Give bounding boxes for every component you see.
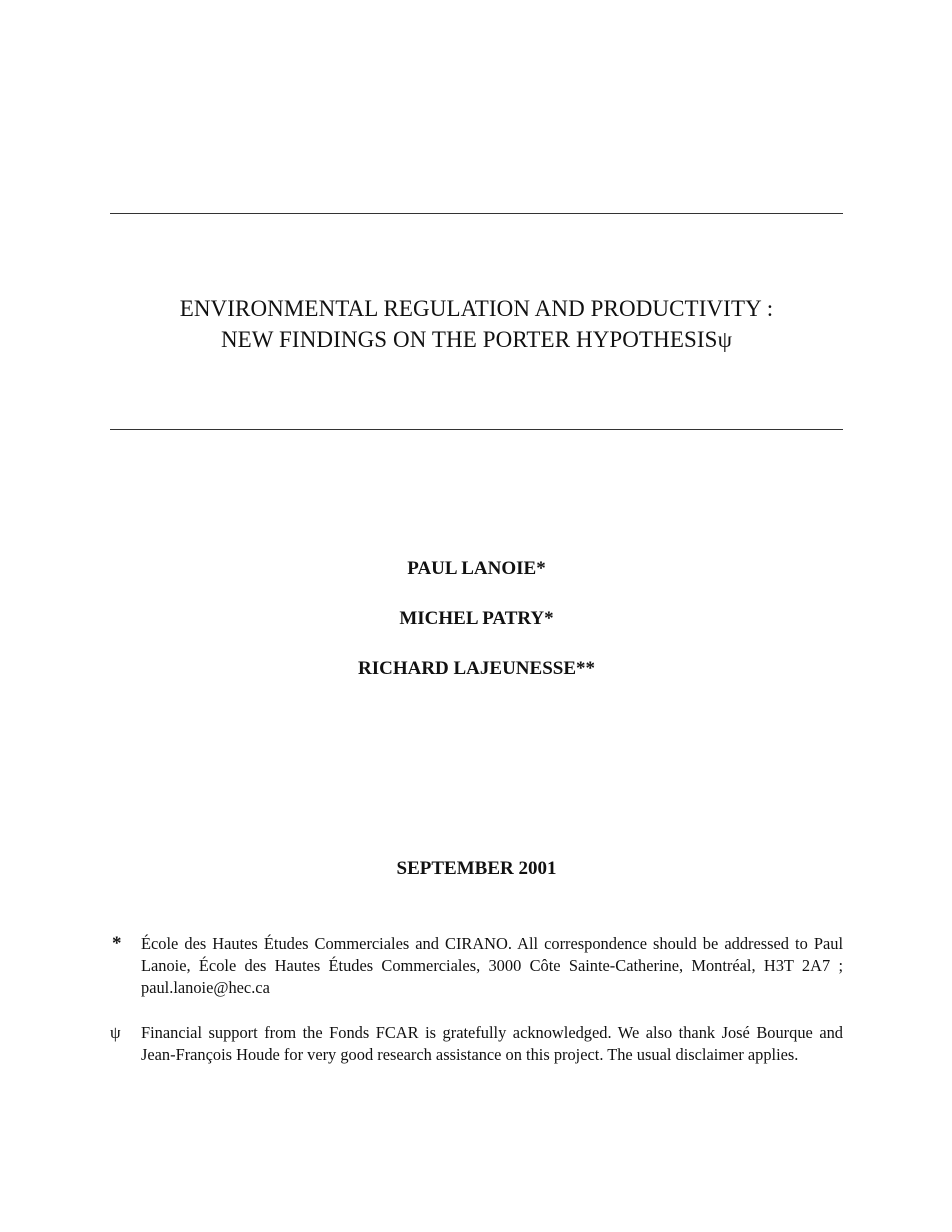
title-bottom-rule xyxy=(110,429,843,430)
publication-date: SEPTEMBER 2001 xyxy=(396,858,557,879)
footnote-marker: * xyxy=(112,933,122,954)
paper-title-line-2: NEW FINDINGS ON THE PORTER HYPOTHESISψ xyxy=(220,327,733,352)
footnote-text: École des Hautes Études Commerciales and CIRANO. All correspondence should be addressed to Paul Lanoie, École des Hautes Études Commerciales, 3000 Côte Sainte-Catherine, Montréal, H3T 2A7 ; paul.lanoie@hec.ca xyxy=(141,934,843,997)
author-name: PAUL LANOIE* xyxy=(407,558,546,579)
footnote-affiliation xyxy=(110,933,843,999)
author-name: RICHARD LAJEUNESSE** xyxy=(357,658,596,679)
footnote-text: Financial support from the Fonds FCAR is gratefully acknowledged. We also thank José Bourque and Jean-François Houde for very good research assistance on this project. The usual disclaimer applies. xyxy=(141,1023,843,1064)
paper-title-line-1: ENVIRONMENTAL REGULATION AND PRODUCTIVITY : xyxy=(179,296,774,321)
author-name: MICHEL PATRY* xyxy=(399,608,554,629)
footnote-acknowledgement xyxy=(110,1022,843,1066)
footnote-marker: ψ xyxy=(110,1023,121,1042)
title-top-rule xyxy=(110,213,843,214)
